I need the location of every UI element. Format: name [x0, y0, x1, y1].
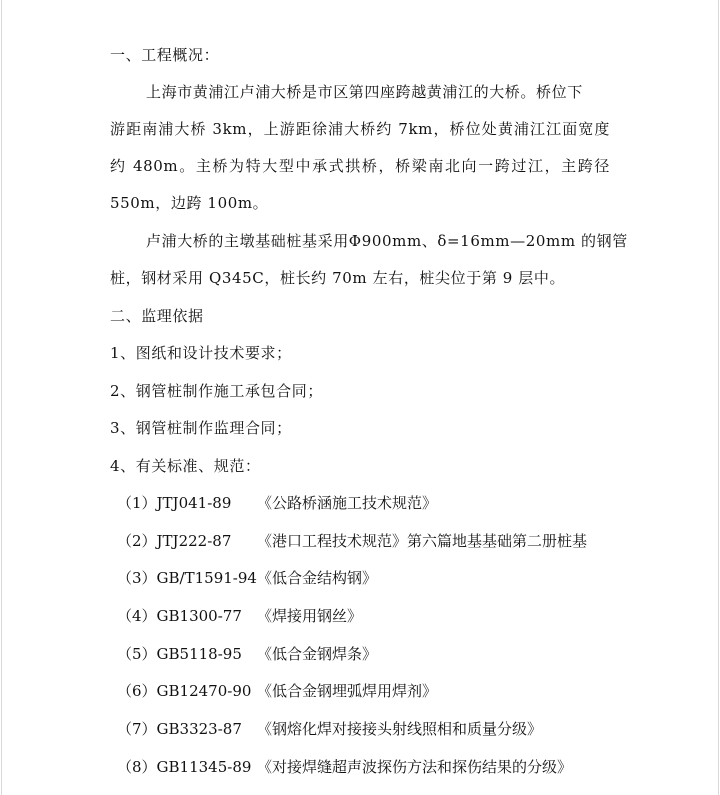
para1-line3: 约 480m。主桥为特大型中承式拱桥，桥梁南北向一跨过江，主跨径	[110, 157, 610, 175]
standard-code: （3）GB/T1591-94	[117, 569, 257, 587]
standard-code: （4）GB1300-77	[117, 607, 242, 625]
standard-title: 《钢熔化焊对接接头射线照相和质量分级》	[257, 720, 543, 738]
standard-code: （2）JTJ222-87	[117, 532, 232, 550]
standard-code: （6）GB12470-90	[117, 682, 252, 700]
standard-title: 《低合金钢埋弧焊用焊剂》	[257, 682, 438, 700]
standard-code: （8）GB11345-89	[117, 758, 252, 776]
standard-item	[117, 605, 612, 627]
standard-code: （7）GB3323-87	[117, 720, 242, 738]
standard-title: 《焊接用钢丝》	[257, 607, 363, 625]
para1-line4: 550m，边跨 100m。	[110, 194, 269, 212]
para1-line1: 上海市黄浦江卢浦大桥是市区第四座跨越黄浦江的大桥。桥位下	[146, 83, 583, 101]
para2-line2: 桩，钢材采用 Q345C，桩长约 70m 左右，桩尖位于第 9 层中。	[110, 269, 566, 287]
standard-code: （1）JTJ041-89	[117, 494, 232, 512]
standard-title: 《公路桥涵施工技术规范》	[257, 494, 438, 512]
basis-item-2: 2、钢管桩制作施工承包合同；	[110, 382, 323, 400]
standard-title: 《港口工程技术规范》第六篇地基基础第二册桩基	[257, 532, 588, 550]
section2-heading: 二、监理依据	[110, 307, 204, 325]
section1-heading: 一、工程概况：	[110, 46, 220, 64]
standard-item	[117, 680, 612, 702]
basis-item-4: 4、有关标准、规范：	[110, 457, 261, 475]
standard-item	[117, 643, 612, 665]
standard-item	[117, 492, 612, 514]
standard-title: 《对接焊缝超声波探伤方法和探伤结果的分级》	[257, 758, 573, 776]
standard-item	[117, 756, 612, 778]
standard-item	[117, 530, 612, 552]
basis-item-3: 3、钢管桩制作监理合同；	[110, 419, 292, 437]
standard-title: 《低合金钢焊条》	[257, 645, 378, 663]
page-border-left	[1, 0, 2, 795]
basis-item-1: 1、图纸和设计技术要求；	[110, 344, 292, 362]
page-border-right	[718, 0, 719, 795]
standard-item	[117, 718, 612, 740]
standard-item	[117, 567, 612, 589]
para2-line1: 卢浦大桥的主墩基础桩基采用Φ900mm、δ=16mm—20mm 的钢管	[146, 232, 628, 250]
para1-line2: 游距南浦大桥 3km，上游距徐浦大桥约 7km，桥位处黄浦江江面宽度	[110, 120, 610, 138]
standard-code: （5）GB5118-95	[117, 645, 242, 663]
standard-title: 《低合金结构钢》	[257, 569, 378, 587]
